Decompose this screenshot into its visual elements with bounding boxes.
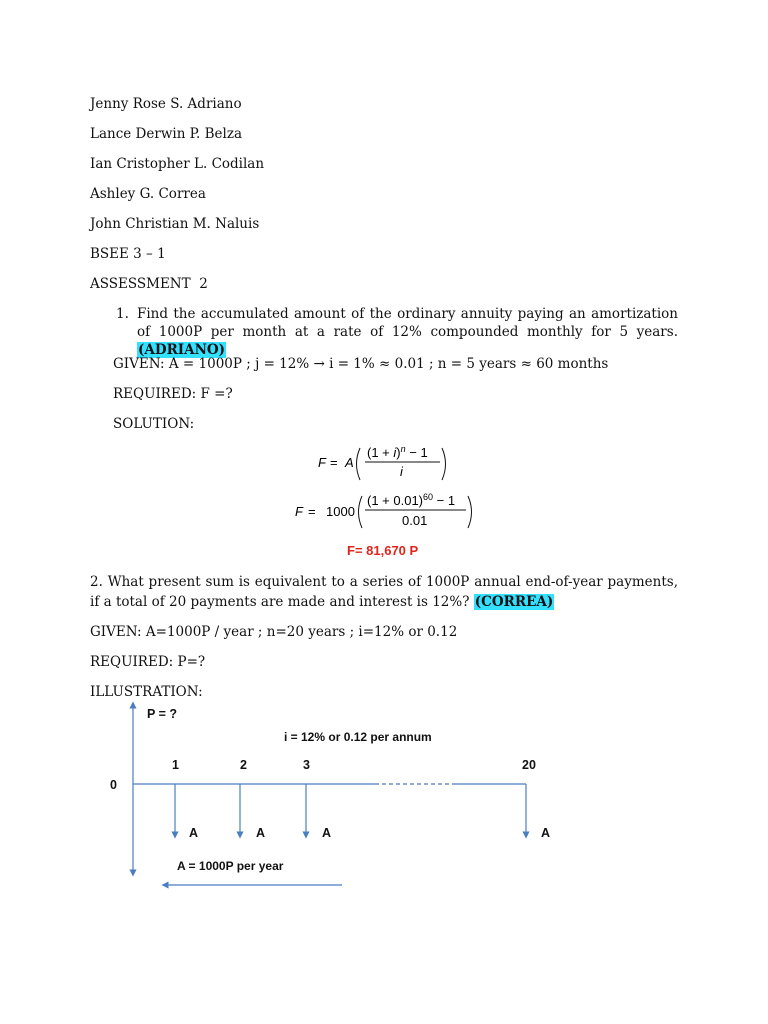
period-2-label: 2 xyxy=(240,758,247,772)
problem1-text xyxy=(137,305,678,359)
svg-text:(1 + 0.01)60 − 1: $(1 + 0.01)^{60} - 1$ xyxy=(367,492,456,508)
problem1-required: REQUIRED: F =? xyxy=(113,386,233,402)
svg-text:F: F xyxy=(318,455,326,470)
svg-text:=: = xyxy=(330,455,338,470)
period-0-label: 0 xyxy=(110,778,117,792)
problem1-tag: (ADRIANO) xyxy=(138,342,226,358)
author-4: Ashley G. Correa xyxy=(90,186,206,202)
formula-general xyxy=(318,444,446,480)
problem1-answer: F= 81,670 P xyxy=(347,543,419,558)
svg-text:A: A xyxy=(345,455,354,470)
problem1-solution: SOLUTION: xyxy=(113,416,195,432)
assessment-title: ASSESSMENT 2 xyxy=(90,276,208,292)
formula-block xyxy=(290,438,490,538)
problem2-illustration-label: ILLUSTRATION: xyxy=(90,684,203,700)
payment-label-3: A xyxy=(322,826,332,840)
svg-text:1000: 1000 xyxy=(326,504,355,519)
svg-text:0.01: 0.01 xyxy=(402,513,428,528)
problem2-given: GIVEN: A=1000P / year ; n=20 years ; i=12% or 0.12 xyxy=(90,624,458,640)
interest-rate-label: i = 12% or 0.12 per annum xyxy=(284,730,432,744)
payment-label-2: A xyxy=(256,826,266,840)
problem1-question: Find the accumulated amount of the ordinary annuity paying an amortization of 1000P per month at a rate of 12% compounded monthly for 5 years. xyxy=(137,306,678,340)
author-1: Jenny Rose S. Adriano xyxy=(90,96,242,112)
author-5: John Christian M. Naluis xyxy=(90,216,260,232)
cash-flow-diagram xyxy=(0,695,768,900)
svg-text:i: i xyxy=(400,464,403,479)
period-3-label: 3 xyxy=(303,758,310,772)
present-value-label: P = ? xyxy=(147,707,177,721)
problem2-question: 2. What present sum is equivalent to a series of 1000P annual end-of-year payments, if a total of 20 payments are made and interest is 12%? xyxy=(90,574,678,610)
period-1-label: 1 xyxy=(172,758,179,772)
problem2-tag: (CORREA) xyxy=(474,594,554,610)
problem2-text xyxy=(90,572,678,612)
payment-label-1: A xyxy=(189,826,199,840)
problem1-given: GIVEN: A = 1000P ; j = 12% → i = 1% ≈ 0.01 ; n = 5 years ≈ 60 months xyxy=(113,356,609,372)
author-3: Ian Cristopher L. Codilan xyxy=(90,156,265,172)
svg-text:=: = xyxy=(308,504,316,519)
period-20-label: 20 xyxy=(522,758,536,772)
section: BSEE 3 – 1 xyxy=(90,246,166,262)
svg-text:(1 + i)n − 1: $(1 + i)^n - 1$ xyxy=(367,444,428,460)
payment-label-20: A xyxy=(541,826,551,840)
svg-text:F: F xyxy=(295,504,303,519)
annuity-label: A = 1000P per year xyxy=(177,859,284,873)
problem2-required: REQUIRED: P=? xyxy=(90,654,206,670)
author-2: Lance Derwin P. Belza xyxy=(90,126,242,142)
formula-substituted xyxy=(295,492,472,528)
problem1-number: 1. xyxy=(116,306,129,322)
